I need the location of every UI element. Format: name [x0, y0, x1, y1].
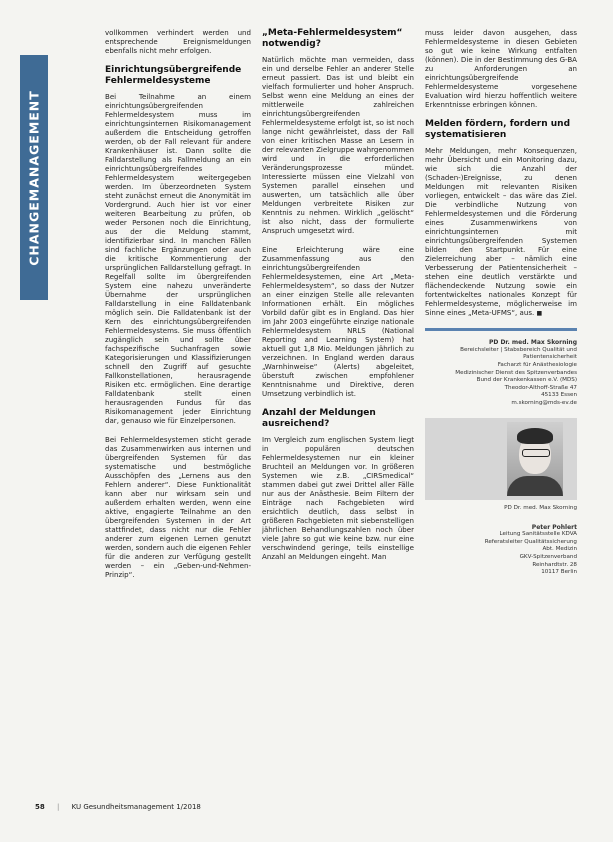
section-sidebar [20, 55, 48, 300]
author-name: PD Dr. med. Max Skorning [488, 339, 577, 347]
author-line: Facharzt für Anästhesiologie [497, 361, 577, 368]
author-line: 10117 Berlin [541, 569, 577, 576]
article-column-2 [262, 28, 414, 571]
section-label: CHANGEMANAGEMENT [26, 89, 42, 266]
section-heading: Melden fördern, fordern und systematisieren [425, 119, 571, 140]
author-line: Medizinischer Dienst des Spitzenverbandes [455, 369, 577, 376]
author-email: m.skorning@mds-ev.de [511, 399, 577, 406]
paragraph: Natürlich möchte man vermeiden, dass ein und derselbe Fehler an anderer Stelle erneut passiert. Das ist und bleibt ein vielfach formulierter und hoher Anspruch. Selbst wenn eine Meldung an eines der mittlerweile zahlreichen einrichtungsübergreifenden Fehlermeldesysteme erfolgt ist, so ist noch lange nicht gewährleistet, dass der Fall von einer kritischen Masse an Lesern in der relevanten Zielgruppe wahrgenommen wird und in die erforderlichen Veränderungsprozesse mündet. Interessierte müssen eine Vielzahl von Systemen parallel einsehen und auswerten, um tatsächlich alle über Meldungen verbreitete Risiken zur Kenntnis zu nehmen. Wirklich „gelöscht“ ist also nicht, dass der formulierte Anspruch umgesetzt wird. [262, 55, 414, 236]
author-line: GKV-Spitzenverband [519, 553, 577, 560]
paragraph: Im Vergleich zum englischen System liegt in populären deutschen Fehlermeldesystemen nur ein kleiner Bruchteil an Meldungen vor. In größeren Systemen wie z.B. „CIRSmedical“ stammen dabei gut zwei Drittel aller Fälle nur aus der Anästhesie. Beim Filtern der Einträge nach Fachgebieten wird ersichtlich deutlich, dass selbst in größeren Fachgebieten mit siebenstelligen jährlichen Behandlungszahlen noch über viele Jahre so gut wie keine bzw. nur eine verschwindend geringe, teils einstellige Anzahl an Meldungen eingeht. Man [262, 435, 414, 562]
author-portrait [507, 422, 563, 496]
author-name: Peter Pohlert [531, 523, 577, 531]
journal-name: KU Gesundheitsmanagement 1/2018 [71, 803, 201, 811]
author-info-1 [425, 339, 577, 407]
portrait-glasses [522, 449, 550, 457]
portrait-hair [517, 428, 553, 444]
page-footer [35, 803, 201, 811]
page-number: 58 [35, 803, 45, 811]
paragraph: Bei Teilnahme an einem einrichtungsübergreifenden Fehlermeldesystem muss im einrichtungsinternen Risikomanagement außerdem die Entscheidung getroffen werden, ob der Fall relevant für andere Krankenhäuser ist. Dann sollte die Falldarstellung als Fallmeldung an ein einrichtungsübergreifendes Fehlermeldesystem weitergegeben werden. Im überzeordneten System steht zunächst erneut die Anonymität im Vordergrund. Auch hier ist vor einer weiteren Bearbeitung zu prüfen, ob weder Personen noch die Einrichtung, aus der die Meldung stammt, identifizierbar sind. In manchen Fällen sind fachliche Ergänzungen oder auch die kritische Kommentierung der ursprünglichen Falldarstellung gefragt. In Regelfall sollte im übergreifenden System eine nahezu unveränderte Übernahme der ursprünglichen Falldarstellung in eine Falldatenbank möglich sein. Die Falldatenbank ist der Kern des einrichtungsübergreifenden Fehlermeldesystems. Sie muss öffentlich zugänglich sein und sollte über fachspezifische Suchanfragen sowie Kategorisierungen und Klassifizierungen schnell den Zugriff auf gesuchte Fallkonstellationen, herausragende Risiken etc. ermöglichen. Eine derartige Falldatenbank stellt einen herausragenden Fundus für das Risikomanagement jeder Einrichtung dar, genauso wie für Einzelpersonen. [105, 92, 251, 426]
author-line: Leitung Sanitätsstelle KDVA [499, 531, 577, 538]
article-column-3 [425, 28, 577, 577]
section-heading: „Meta-Fehlermeldesystem“ notwendig? [262, 28, 403, 49]
author-line: 45133 Essen [541, 392, 577, 399]
author-line: Bund der Krankenkassen e.V. (MDS) [476, 377, 577, 384]
end-mark-icon: ■ [536, 310, 543, 318]
section-heading: Einrichtungsübergreifende Fehlermeldesysteme [105, 65, 242, 86]
paragraph: Bei Fehlermeldesystemen sticht gerade das Zusammenwirken aus internen und übergreifenden Systemen für das systematische und bestmögliche Ausschöpfen des „Lernens aus den Fehlern anderer“. Diese Funktionalität kann aber nur wirksam sein und außerdem erhalten werden, wenn eine aktive, engagierte Teilnahme an den übergreifenden Systemen in der Art stattfindet, dass nicht nur die Fehler anderer zum eigenen Lernen genutzt werden, sondern auch die eigenen Fehler für die anderen zur Verfügung gestellt werden – ein „Geben-und-Nehmen-Prinzip“. [105, 435, 252, 580]
author-line: Referatsleiter Qualitätssicherung [484, 538, 577, 545]
paragraph: Eine Erleichterung wäre eine Zusammenfassung aus den einrichtungsübergreifenden Fehlermeldesystemen, eine Art „Meta-Fehlermeldesystem“, so dass der Nutzer an einer einzigen Stelle alle relevanten Informationen erhält. Ein mögliches Vorbild dafür gibt es in England. Das hier im Jahr 2003 eingeführte einzige nationale Fehlermeldesystem NRLS (National Reporting and Learning System) hat aktuell gut 1,8 Mio. Meldungen jährlich zu verzeichnen. In England werden daraus „Warnhinweise“ (Alerts) abgeleitet, überstuft zwischen empfohlener Kenntnisnahme und Direktive, deren Umsetzung verbindlich ist. [262, 245, 414, 399]
divider [425, 328, 577, 331]
portrait-shoulders [507, 476, 563, 496]
paragraph-text: Mehr Meldungen, mehr Konsequenzen, mehr Übersicht und ein Monitoring dazu, wie sich die Anzahl der (Schaden-)Ereignisse, zu denen Meldungen mit relevanten Risiken vorliegen, entwickelt – das wäre das Ziel. Die verbindliche Nutzung von Fehlermeldesystemen und die Förderung eines Zusammenwirkens von einrichtungsinternen mit einrichtungsübergreifenden Systemen bilden den Startpunkt. Für eine Zielerreichung aber – nämlich eine Verbesserung der Patientensicherheit – stehen eine deutlich verstärkte und flächendeckende Nutzung sowie ein fortentwickeltes nationales Konzept für Fehlermeldesysteme, möglicherweise im Sinne eines „Meta-UFMS“, aus. [425, 146, 577, 318]
author-line: Theodor-Althoff-Straße 47 [504, 384, 577, 391]
author-photo-box [425, 418, 577, 500]
article-column-1 [105, 28, 251, 589]
author-info-2 [425, 524, 577, 577]
paragraph: muss leider davon ausgehen, dass Fehlermeldesysteme in diesen Gebieten so gut wie keine Wirkung entfalten (können). Die in der Bestimmung des G-BA zu Anforderungen an einrichtungsübergreifende Fehlermeldesysteme vorgesehene Evaluation wird hierzu hoffentlich weitere Erkenntnisse erbringen können. [425, 28, 577, 109]
author-line: Reinhardtstr. 28 [532, 561, 577, 568]
paragraph [425, 146, 577, 318]
footer-separator: | [56, 803, 60, 811]
author-line: Bereichsleiter | Stabsbereich Qualität und Patientensicherheit [460, 346, 577, 361]
author-line: Abt. Medizin [542, 546, 577, 553]
section-heading: Anzahl der Meldungen ausreichend? [262, 408, 376, 429]
photo-caption: PD Dr. med. Max Skorning [504, 504, 577, 511]
paragraph: vollkommen verhindert werden und entsprechende Ereignismeldungen ebenfalls nicht mehr erfolgen. [105, 28, 251, 55]
